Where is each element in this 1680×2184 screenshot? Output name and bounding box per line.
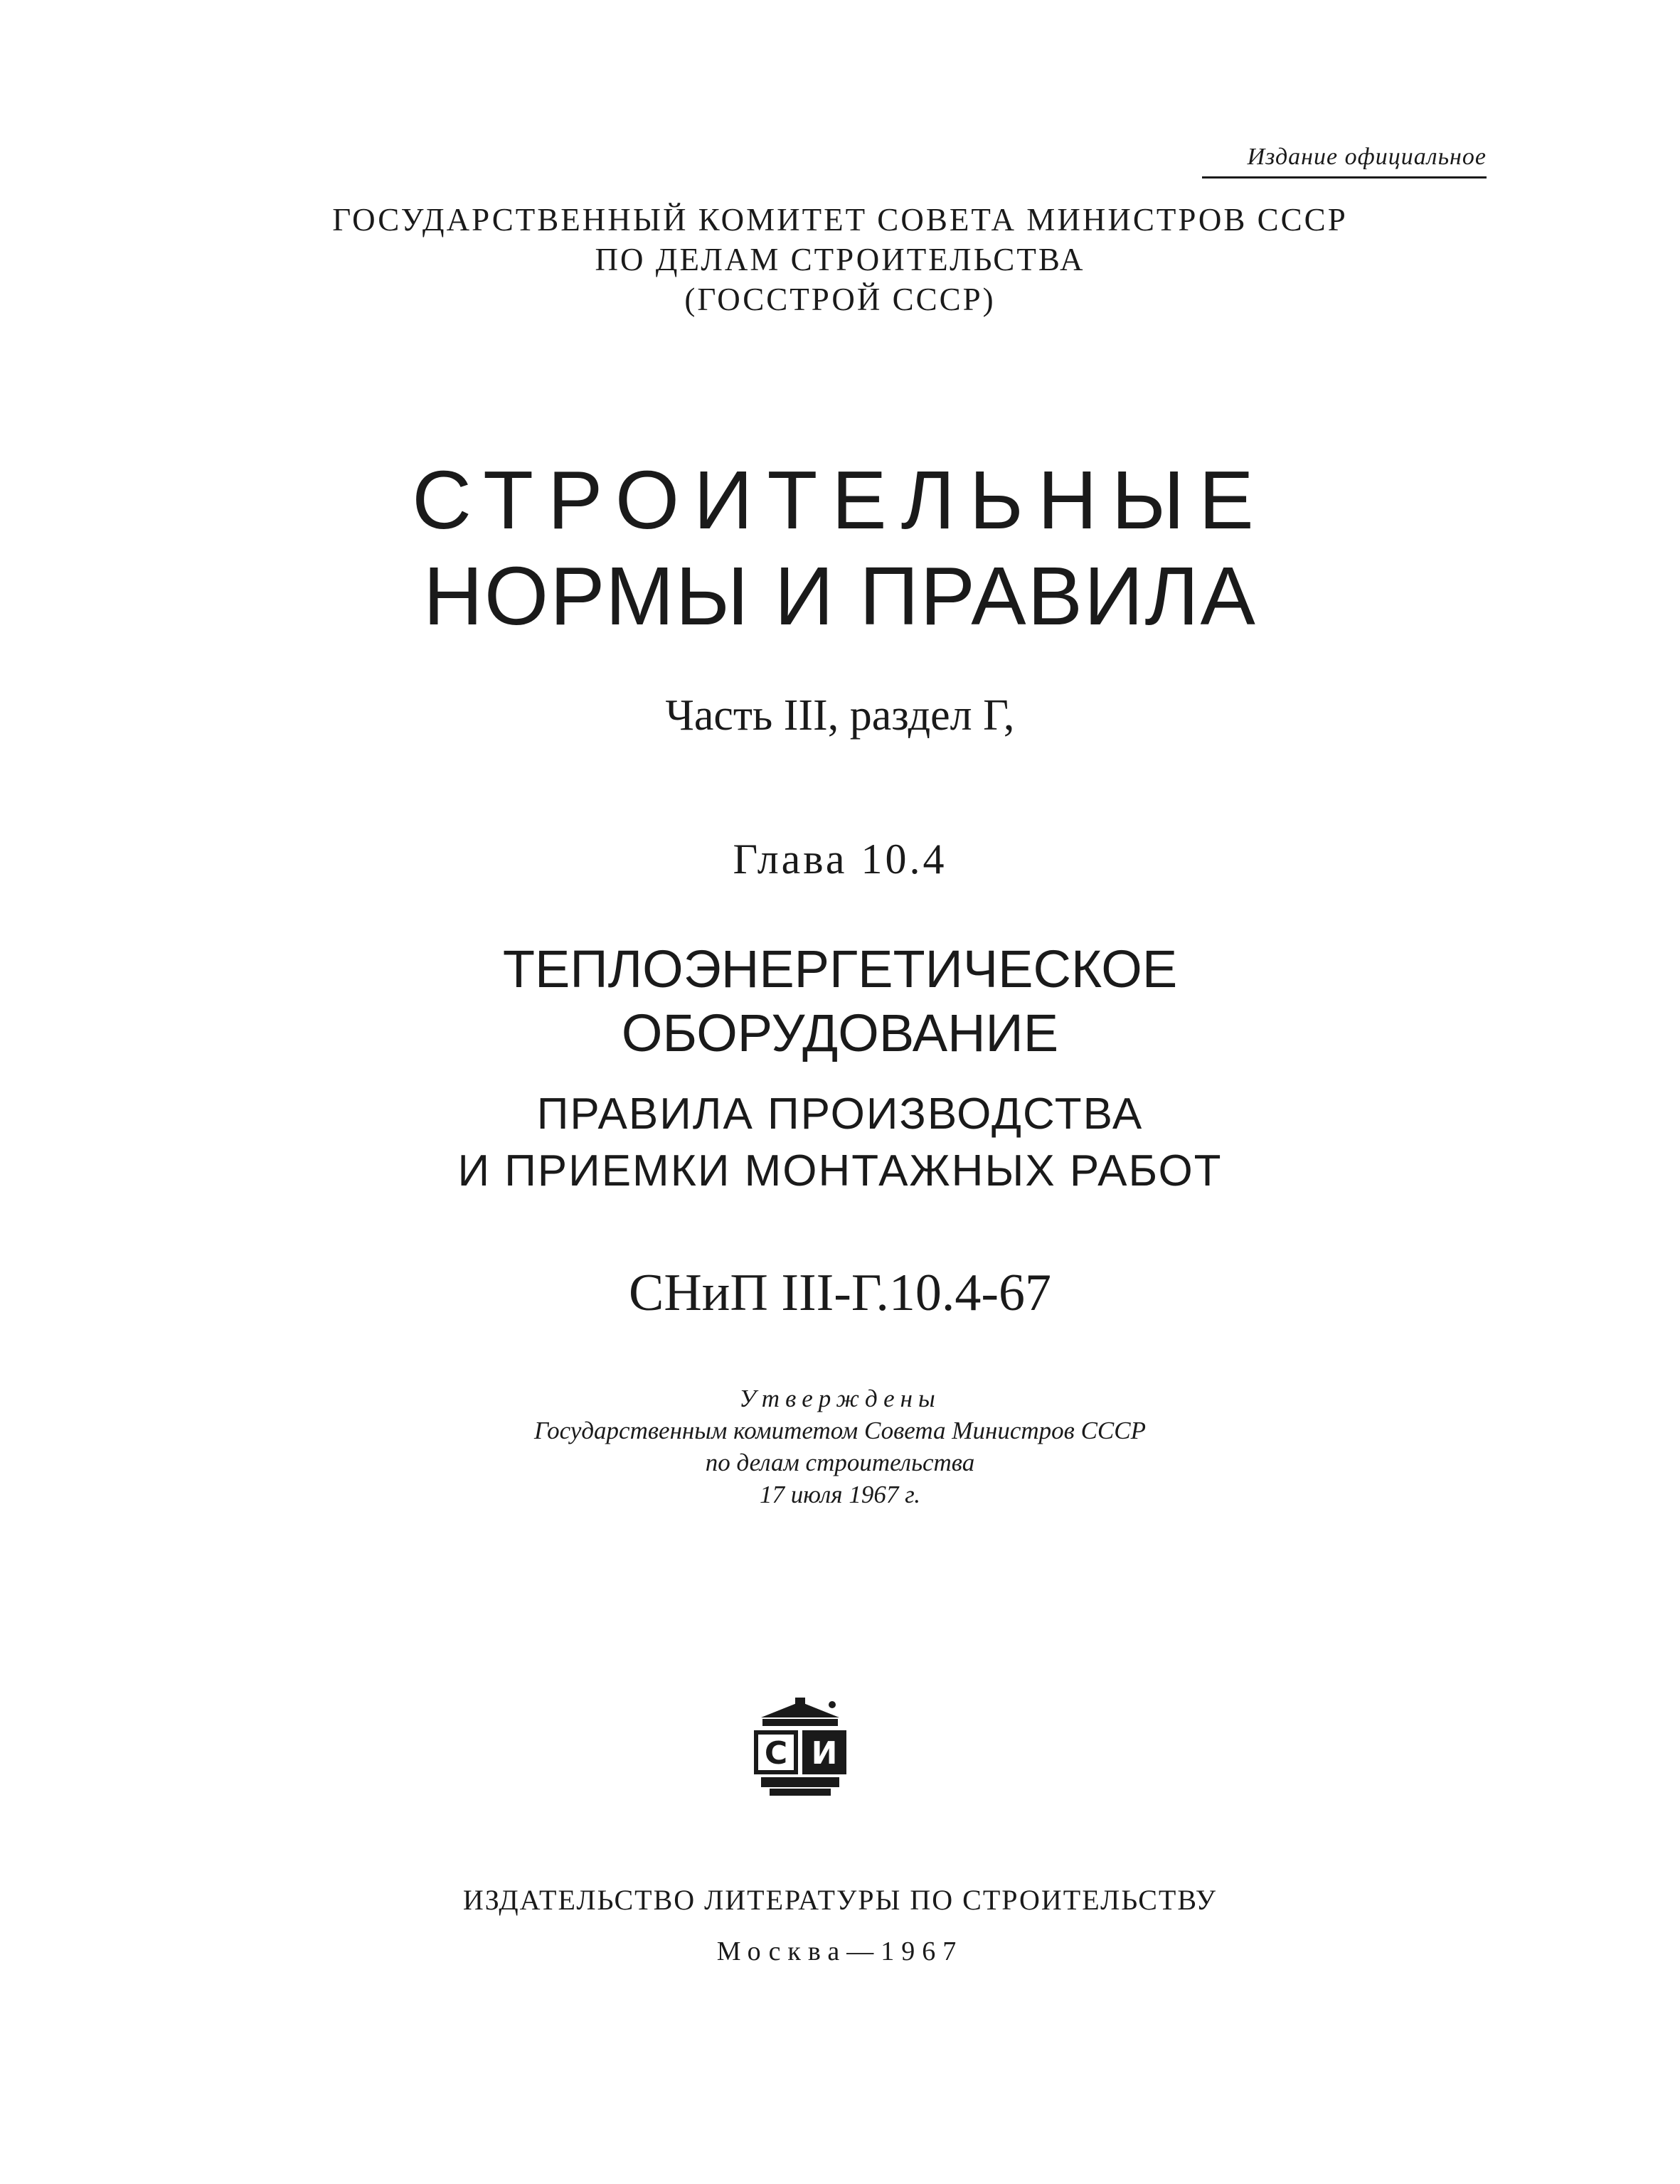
publisher-logo-icon	[747, 1696, 854, 1803]
document-code: СНиП III-Г.10.4-67	[629, 1264, 1051, 1322]
publisher-name: ИЗДАТЕЛЬСТВО ЛИТЕРАТУРЫ ПО СТРОИТЕЛЬСТВУ	[462, 1884, 1218, 1916]
approval-line-4: 17 июля 1967 г.	[759, 1481, 921, 1508]
title-line-2: НОРМЫ И ПРАВИЛА	[423, 550, 1257, 642]
rules-line-1: ПРАВИЛА ПРОИЗВОДСТВА	[536, 1090, 1144, 1139]
chapter-number: Глава 10.4	[733, 836, 947, 883]
issuer-line-2: ПО ДЕЛАМ СТРОИТЕЛЬСТВА	[595, 242, 1085, 277]
approval-line-2: Государственным комитетом Совета Министров СССР	[534, 1417, 1146, 1444]
issuer-line-1: ГОСУДАРСТВЕННЫЙ КОМИТЕТ СОВЕТА МИНИСТРОВ СССР	[332, 202, 1348, 238]
publisher-city-year: Москва—1967	[716, 1937, 964, 1966]
logo-letters: С И	[764, 1735, 838, 1772]
approval-line-1: Утверждены	[739, 1385, 941, 1412]
subject-line-2: ОБОРУДОВАНИЕ	[621, 1003, 1059, 1062]
official-edition-label: Издание официальное	[1202, 141, 1487, 179]
rules-line-2: И ПРИЕМКИ МОНТАЖНЫХ РАБОТ	[457, 1146, 1223, 1195]
title-line-1: СТРОИТЕЛЬНЫЕ	[412, 454, 1268, 546]
part-section: Часть III, раздел Г,	[665, 691, 1015, 740]
subject-line-1: ТЕПЛОЭНЕРГЕТИЧЕСКОЕ	[502, 939, 1178, 998]
issuer-line-3: (ГОССТРОЙ СССР)	[684, 282, 996, 317]
approval-line-3: по делам строительства	[705, 1449, 975, 1476]
